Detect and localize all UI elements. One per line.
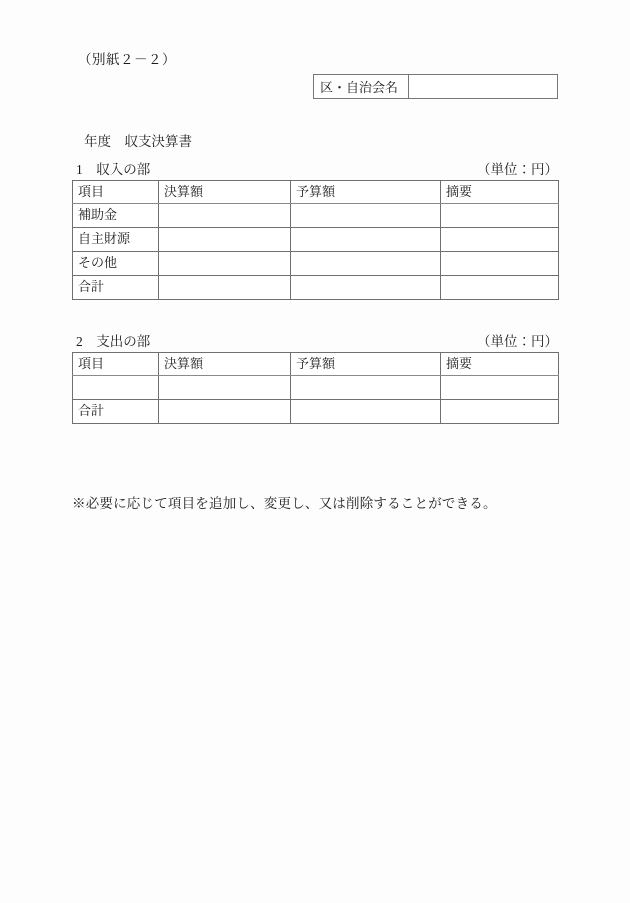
cell-budget[interactable] — [291, 228, 441, 252]
page-title: 年度 収支決算書 — [84, 134, 192, 149]
cell-note[interactable] — [441, 204, 559, 228]
cell-note[interactable] — [441, 252, 559, 276]
column-header-note: 摘要 — [441, 181, 559, 204]
row-item-label: 合計 — [73, 276, 159, 300]
cell-settled[interactable] — [159, 276, 291, 300]
section-expense-unit: （単位：円） — [477, 334, 558, 349]
column-header-budget: 予算額 — [291, 181, 441, 204]
section-expense — [72, 330, 558, 424]
column-header-settled: 決算額 — [159, 181, 291, 204]
footnote: ※必要に応じて項目を追加し、変更し、又は削除することができる。 — [72, 496, 497, 511]
row-item-label: 補助金 — [73, 204, 159, 228]
cell-item[interactable] — [73, 376, 159, 400]
cell-budget[interactable] — [291, 400, 441, 424]
cell-settled[interactable] — [159, 252, 291, 276]
association-name-box — [313, 74, 558, 99]
cell-budget[interactable] — [291, 376, 441, 400]
cell-note[interactable] — [441, 376, 559, 400]
cell-budget[interactable] — [291, 252, 441, 276]
section-income-header — [72, 158, 558, 180]
column-header-settled: 決算額 — [159, 353, 291, 376]
section-expense-header — [72, 330, 558, 352]
cell-note[interactable] — [441, 276, 559, 300]
cell-settled[interactable] — [159, 228, 291, 252]
cell-note[interactable] — [441, 228, 559, 252]
table-header-row — [73, 181, 559, 204]
cell-settled[interactable] — [159, 376, 291, 400]
expense-table — [72, 352, 559, 424]
column-header-item: 項目 — [73, 181, 159, 204]
cell-budget[interactable] — [291, 204, 441, 228]
table-header-row — [73, 353, 559, 376]
table-total-row — [73, 400, 559, 424]
table-row — [73, 204, 559, 228]
table-row — [73, 376, 559, 400]
section-income-title: 1 収入の部 — [76, 162, 151, 177]
income-table — [72, 180, 559, 300]
table-total-row — [73, 276, 559, 300]
association-name-value[interactable] — [409, 75, 557, 98]
cell-note[interactable] — [441, 400, 559, 424]
section-income-unit: （単位：円） — [477, 162, 558, 177]
row-item-label: その他 — [73, 252, 159, 276]
cell-settled[interactable] — [159, 204, 291, 228]
row-item-label: 合計 — [73, 400, 159, 424]
association-name-label: 区・自治会名 — [314, 75, 409, 98]
column-header-budget: 予算額 — [291, 353, 441, 376]
row-item-label: 自主財源 — [73, 228, 159, 252]
column-header-note: 摘要 — [441, 353, 559, 376]
table-row — [73, 228, 559, 252]
form-number: （別紙２－２） — [78, 52, 176, 67]
cell-budget[interactable] — [291, 276, 441, 300]
cell-settled[interactable] — [159, 400, 291, 424]
section-expense-title: 2 支出の部 — [76, 334, 151, 349]
section-income — [72, 158, 558, 300]
column-header-item: 項目 — [73, 353, 159, 376]
table-row — [73, 252, 559, 276]
